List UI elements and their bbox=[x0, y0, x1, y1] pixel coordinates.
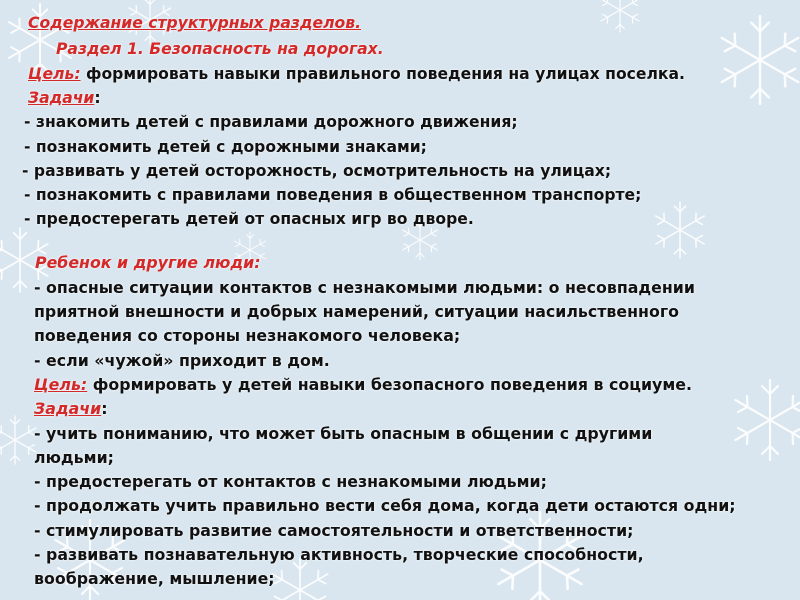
section1-task: - знакомить детей с правилами дорожного движения; bbox=[24, 113, 518, 131]
section2-task: - предостерегать от контактов с незнакомыми людьми; bbox=[34, 472, 547, 491]
section2-goal-text: формировать у детей навыки безопасного поведения в социуме. bbox=[87, 375, 692, 394]
section2-task: - учить пониманию, что может быть опасным в общении с другими bbox=[34, 424, 653, 443]
section1-goal bbox=[28, 65, 685, 83]
section2-task: людьми; bbox=[34, 448, 114, 467]
section2-tasks-colon: : bbox=[101, 399, 108, 418]
section1-tasks-label bbox=[28, 89, 101, 107]
section2-line: поведения со стороны незнакомого человека; bbox=[34, 326, 461, 345]
section2-tasks-label-text: Задачи bbox=[34, 399, 102, 418]
section2-goal-label: Цель: bbox=[34, 375, 88, 394]
section1-goal-label: Цель: bbox=[28, 65, 81, 83]
section2-line: приятной внешности и добрых намерений, ситуации насильственного bbox=[34, 302, 679, 321]
section2-tasks-label bbox=[34, 399, 108, 418]
section1-heading: Содержание структурных разделов. bbox=[28, 14, 361, 32]
section2-task: - развивать познавательную активность, творческие способности, bbox=[34, 545, 644, 564]
section1-tasks-label-text: Задачи bbox=[28, 89, 95, 107]
section1-goal-text: формировать навыки правильного поведения на улицах поселка. bbox=[80, 65, 685, 83]
section2-task: - продолжать учить правильно вести себя дома, когда дети остаются одни; bbox=[34, 496, 736, 515]
section1-task: - предостерегать детей от опасных игр во дворе. bbox=[24, 210, 474, 228]
section2-goal bbox=[34, 375, 692, 394]
section1-subheading: Раздел 1. Безопасность на дорогах. bbox=[56, 40, 384, 58]
section1-task: - развивать у детей осторожность, осмотрительность на улицах; bbox=[22, 162, 612, 180]
section1-task: - познакомить детей с дорожными знаками; bbox=[24, 138, 427, 156]
section1-tasks-colon: : bbox=[94, 89, 101, 107]
section2-line: - опасные ситуации контактов с незнакомыми людьми: о несовпадении bbox=[34, 278, 695, 297]
section2-task: - стимулировать развитие самостоятельности и ответственности; bbox=[34, 521, 634, 540]
section2-task: воображение, мышление; bbox=[34, 569, 275, 588]
section2-line: - если «чужой» приходит в дом. bbox=[34, 351, 330, 370]
section2-heading: Ребенок и другие люди: bbox=[35, 253, 261, 272]
section1-task: - познакомить с правилами поведения в общественном транспорте; bbox=[24, 186, 642, 204]
